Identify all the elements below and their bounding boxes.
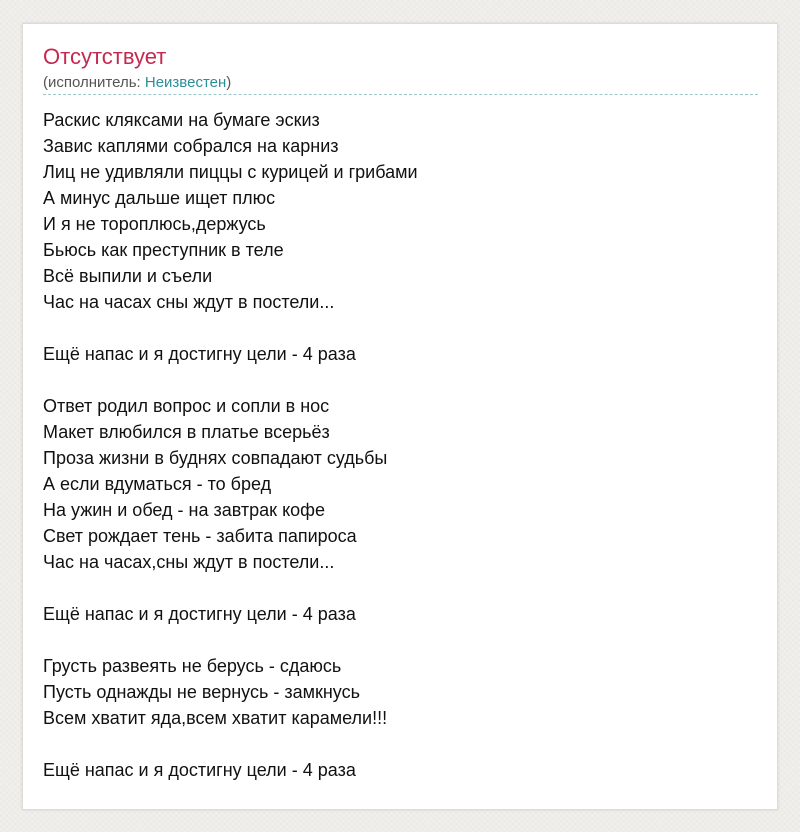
artist-suffix: ) <box>226 74 232 91</box>
lyric-line: Всем хватит яда,всем хватит карамели!!! <box>43 708 388 728</box>
lyric-line: А минус дальше ищет плюс <box>43 188 276 208</box>
artist-link[interactable]: Неизвестен <box>144 74 227 91</box>
stanza-break <box>43 627 418 653</box>
lyric-line: Час на часах,сны ждут в постели... <box>43 552 335 572</box>
stanza-break <box>43 575 418 601</box>
title-divider <box>43 94 758 95</box>
artist-line <box>43 74 231 92</box>
lyrics-text <box>43 107 418 783</box>
lyric-line: Бьюсь как преступник в теле <box>43 240 284 260</box>
lyrics-card <box>22 23 778 810</box>
lyric-line: Час на часах сны ждут в постели... <box>43 292 335 312</box>
lyric-line: Ещё напас и я достигну цели - 4 раза <box>43 604 356 624</box>
song-title: Отсутствует <box>43 44 167 69</box>
lyric-line: Пусть однажды не вернусь - замкнусь <box>43 682 360 702</box>
stanza-break <box>43 315 418 341</box>
lyric-line: Завис каплями собрался на карниз <box>43 136 339 156</box>
lyric-line: На ужин и обед - на завтрак кофе <box>43 500 325 520</box>
lyric-line: Ещё напас и я достигну цели - 4 раза <box>43 344 356 364</box>
lyric-line: Свет рождает тень - забита папироса <box>43 526 357 546</box>
artist-prefix: (исполнитель: <box>43 74 145 91</box>
lyric-line: Ещё напас и я достигну цели - 4 раза <box>43 760 356 780</box>
lyric-line: Грусть развеять не берусь - сдаюсь <box>43 656 342 676</box>
lyric-line: Макет влюбился в платье всерьёз <box>43 422 330 442</box>
lyric-line: Проза жизни в буднях совпадают судьбы <box>43 448 388 468</box>
stanza-break <box>43 367 418 393</box>
lyric-line: Ответ родил вопрос и сопли в нос <box>43 396 330 416</box>
lyric-line: И я не тороплюсь,держусь <box>43 214 266 234</box>
stanza-break <box>43 731 418 757</box>
lyric-line: Раскис кляксами на бумаге эскиз <box>43 110 320 130</box>
lyric-line: А если вдуматься - то бред <box>43 474 272 494</box>
lyric-line: Всё выпили и съели <box>43 266 213 286</box>
lyric-line: Лиц не удивляли пиццы с курицей и грибами <box>43 162 418 182</box>
